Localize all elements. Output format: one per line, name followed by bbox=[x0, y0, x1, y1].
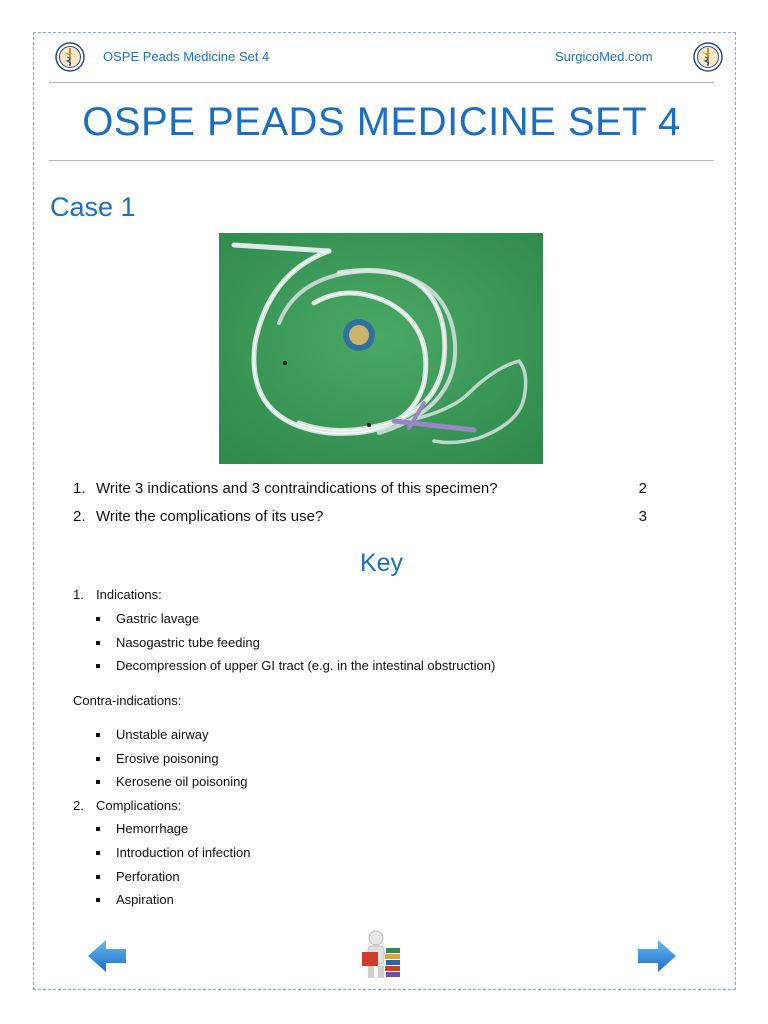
answer-number: 2. bbox=[73, 798, 84, 813]
bullet-marker bbox=[96, 875, 100, 879]
bullet-marker bbox=[96, 641, 100, 645]
bullet-marker bbox=[96, 851, 100, 855]
bullet-marker bbox=[96, 664, 100, 668]
list-item-text: Gastric lavage bbox=[116, 611, 200, 626]
bullet-marker bbox=[96, 617, 100, 621]
bullet-marker bbox=[96, 733, 100, 737]
list-item-text: Perforation bbox=[116, 869, 180, 884]
list-item bbox=[96, 611, 199, 626]
arrow-right-icon[interactable] bbox=[634, 936, 678, 976]
list-item-text: Unstable airway bbox=[116, 727, 209, 742]
list-item bbox=[96, 892, 174, 907]
question-number: 1. bbox=[73, 480, 86, 497]
list-item-text: Erosive poisoning bbox=[116, 751, 219, 766]
list-item-text: Kerosene oil poisoning bbox=[116, 774, 248, 789]
question-number: 2. bbox=[73, 508, 86, 525]
list-item bbox=[96, 658, 495, 673]
header-divider bbox=[49, 82, 714, 83]
list-item bbox=[96, 774, 248, 789]
answer-heading: Complications: bbox=[96, 798, 182, 813]
answer-number: 1. bbox=[73, 587, 84, 602]
reading-person-icon[interactable] bbox=[356, 928, 408, 980]
header-left-text: OSPE Peads Medicine Set 4 bbox=[103, 49, 270, 64]
list-item bbox=[96, 635, 260, 650]
title-divider bbox=[49, 160, 714, 161]
caduceus-seal-icon bbox=[55, 42, 85, 72]
caduceus-seal-icon bbox=[693, 42, 723, 72]
contraindications-heading: Contra-indications: bbox=[73, 693, 182, 708]
list-item bbox=[96, 751, 219, 766]
bullet-marker bbox=[96, 780, 100, 784]
bullet-marker bbox=[96, 898, 100, 902]
list-item-text: Aspiration bbox=[116, 892, 174, 907]
specimen-photo bbox=[219, 233, 543, 464]
key-heading: Key bbox=[359, 549, 404, 577]
list-item bbox=[96, 727, 209, 742]
list-item bbox=[96, 869, 180, 884]
page-title: OSPE PEADS MEDICINE SET 4 bbox=[82, 100, 681, 144]
list-item-text: Introduction of infection bbox=[116, 845, 251, 860]
question-list bbox=[73, 480, 653, 536]
complications-heading bbox=[73, 798, 181, 813]
case-heading: Case 1 bbox=[50, 192, 136, 222]
list-item-text: Decompression of upper GI tract (e.g. in the intestinal obstruction) bbox=[116, 658, 496, 673]
bullet-marker bbox=[96, 757, 100, 761]
arrow-left-icon[interactable] bbox=[86, 936, 130, 976]
list-item-text: Nasogastric tube feeding bbox=[116, 635, 260, 650]
bullet-marker bbox=[96, 827, 100, 831]
question-item bbox=[73, 508, 653, 536]
question-text: Write 3 indications and 3 contraindications of this specimen? bbox=[96, 480, 498, 497]
list-item-text: Hemorrhage bbox=[116, 821, 189, 836]
question-item bbox=[73, 480, 653, 508]
question-text: Write the complications of its use? bbox=[96, 508, 324, 525]
list-item bbox=[96, 821, 188, 836]
answer-heading: Indications: bbox=[96, 587, 162, 602]
header-right-link[interactable]: SurgicoMed.com bbox=[555, 49, 653, 64]
question-marks: 3 bbox=[638, 508, 647, 525]
question-marks: 2 bbox=[638, 480, 647, 497]
list-item bbox=[96, 845, 250, 860]
indications-heading bbox=[73, 587, 162, 602]
